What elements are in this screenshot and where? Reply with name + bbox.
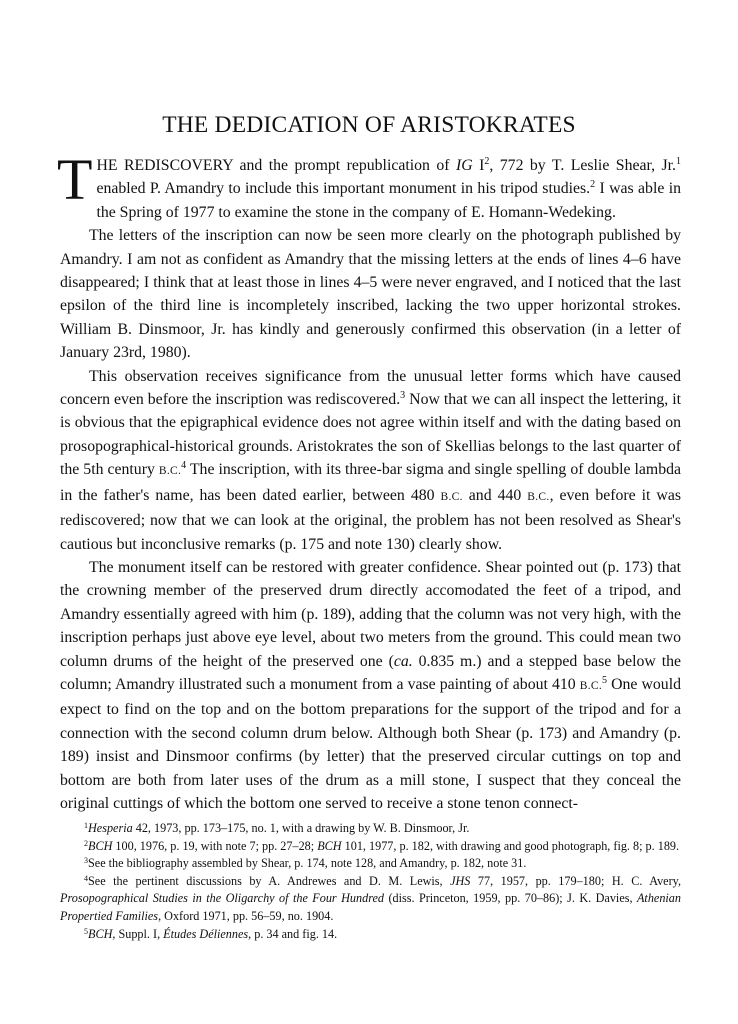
small-caps: B.C. xyxy=(527,490,550,503)
footnote-number: 5 xyxy=(84,926,88,936)
text: and 440 xyxy=(462,486,528,504)
text-italic: Athenian Propertied Families xyxy=(60,891,681,923)
text: 77, 1957, pp. 179–180; H. C. Avery, xyxy=(470,873,681,888)
text: (diss. Princeton, 1959, pp. 70–86); J. K. Davies, xyxy=(384,891,637,906)
footnote-number: 3 xyxy=(84,856,88,866)
text-italic: Prosopographical Studies in the Oligarchy of the Four Hundred xyxy=(60,891,384,906)
text-italic: JHS xyxy=(450,873,471,888)
footnote-number: 4 xyxy=(84,873,88,883)
text: The monument itself can be restored with greater confidence. Shear pointed out (p. 173) that the crowning member of the preserved drum directly accomodated the feet of a tripod, and Amandry essentially agreed with him (p. 189), adding that the column was not very high, with the inscription perhaps just above eye level, about two meters from the ground. This could mean two column drums of the height of the preserved one ( xyxy=(60,558,681,670)
small-caps: B.C. xyxy=(579,679,603,692)
small-caps: B.C. xyxy=(158,465,182,478)
text: I xyxy=(472,157,485,174)
text: , p. 34 and fig. 14. xyxy=(248,926,338,941)
text: I was able in the Spring of 1977 to examine the stone in the company of E. Homann-Wedeking. xyxy=(96,180,681,221)
text: HE REDISCOVERY and the prompt republication of xyxy=(96,157,456,174)
text: The inscription, with its three-bar sigma and single spelling of double lambda in the father's name, has been dated earlier, between 480 xyxy=(60,461,681,504)
text: , 772 by T. Leslie Shear, Jr. xyxy=(489,157,676,174)
text: See the pertinent discussions by A. Andrewes and D. M. Lewis, xyxy=(88,873,451,888)
text-italic: IG xyxy=(455,157,473,174)
text: enabled P. Amandry to include this important monument in his tripod studies. xyxy=(96,180,591,198)
drop-cap: T xyxy=(57,147,93,212)
footnote-5 xyxy=(60,926,681,944)
article-body xyxy=(57,147,682,815)
small-caps: B.C. xyxy=(440,490,463,503)
text: This observation receives significance from the unusual letter forms which have caused concern even before the inscription was rediscovered. xyxy=(60,367,681,409)
text-italic: Études Déliennes xyxy=(163,926,249,941)
text-italic: BCH xyxy=(88,926,113,941)
footnote-number: 2 xyxy=(84,838,88,848)
footnote-1 xyxy=(60,820,681,838)
text: 42, 1973, pp. 173–175, no. 1, with a drawing by W. B. Dinsmoor, Jr. xyxy=(132,821,470,835)
text: Now that we can all inspect the lettering, it is obvious that the epigraphical evidence does not agree within itself and with the dating based on prosopographical-historical grounds. Aristokrates the son of Skellias belongs to the last quarter of the 5th century xyxy=(60,391,682,479)
footnote-ref-2[interactable]: 2 xyxy=(590,179,596,191)
superscript: 2 xyxy=(484,156,490,167)
text-italic: BCH xyxy=(88,838,113,853)
text: , Suppl. I, xyxy=(112,926,164,941)
text: , even before it was rediscovered; now that we can look at the original, the problem has not been resolved as Shear's cautious but inconclusive remarks (p. 175 and note 130) clearly show. xyxy=(60,486,681,553)
text-italic: ca. xyxy=(393,652,413,670)
text: 0.835 m.) and a stepped base below the column; Amandry illustrated such a monument from a vase painting of about 410 xyxy=(60,652,681,693)
footnote-ref-1[interactable]: 1 xyxy=(676,156,681,167)
text: , Oxford 1971, pp. 56–59, no. 1904. xyxy=(158,908,334,923)
footnote-4 xyxy=(60,873,681,926)
article-title: THE DEDICATION OF ARISTOKRATES xyxy=(162,112,576,138)
text: 100, 1976, p. 19, with note 7; pp. 27–28; xyxy=(112,838,318,853)
footnotes xyxy=(60,820,681,943)
footnote-ref-3[interactable]: 3 xyxy=(400,390,406,402)
paragraph-3 xyxy=(60,365,681,556)
text: One would expect to find on the top and on the bottom preparations for the support of the tripod and for a connection with the second column drum below. Although both Shear (p. 173) and Amandry (p. 189) insist and Dinsmoor confirms (by letter) that the preserved circular cuttings on top and bottom are both from later uses of the drum as a mill stone, I suspect that they conceal the original cuttings of which the bottom one served to receive a stone tenon connect- xyxy=(60,675,681,812)
paragraph-2: The letters of the inscription can now be seen more clearly on the photograph published by Amandry. I am not as confident as Amandry that the missing letters at the ends of lines 4–6 have disappeared; I think that at least those in lines 4–5 were never engraved, and I noticed that the last epsilon of the third line is incompletely inscribed, lacking the two upper horizontal strokes. William B. Dinsmoor, Jr. has kindly and generously confirmed this observation (in a letter of January 23rd, 1980). xyxy=(60,227,681,362)
footnote-number: 1 xyxy=(84,821,88,830)
text: 101, 1977, p. 182, with drawing and good photograph, fig. 8; p. 189. xyxy=(341,838,680,853)
paragraph-4 xyxy=(60,556,681,815)
text-italic: Hesperia xyxy=(88,821,133,835)
footnote-ref-5[interactable]: 5 xyxy=(602,674,608,686)
text-italic: BCH xyxy=(317,838,342,853)
paragraph-1 xyxy=(57,147,681,224)
footnote-2 xyxy=(60,838,681,856)
footnote-3 xyxy=(60,855,681,873)
footnote-ref-4[interactable]: 4 xyxy=(181,460,187,472)
text: See the bibliography assembled by Shear, p. 174, note 128, and Amandry, p. 182, note 31. xyxy=(88,856,527,871)
